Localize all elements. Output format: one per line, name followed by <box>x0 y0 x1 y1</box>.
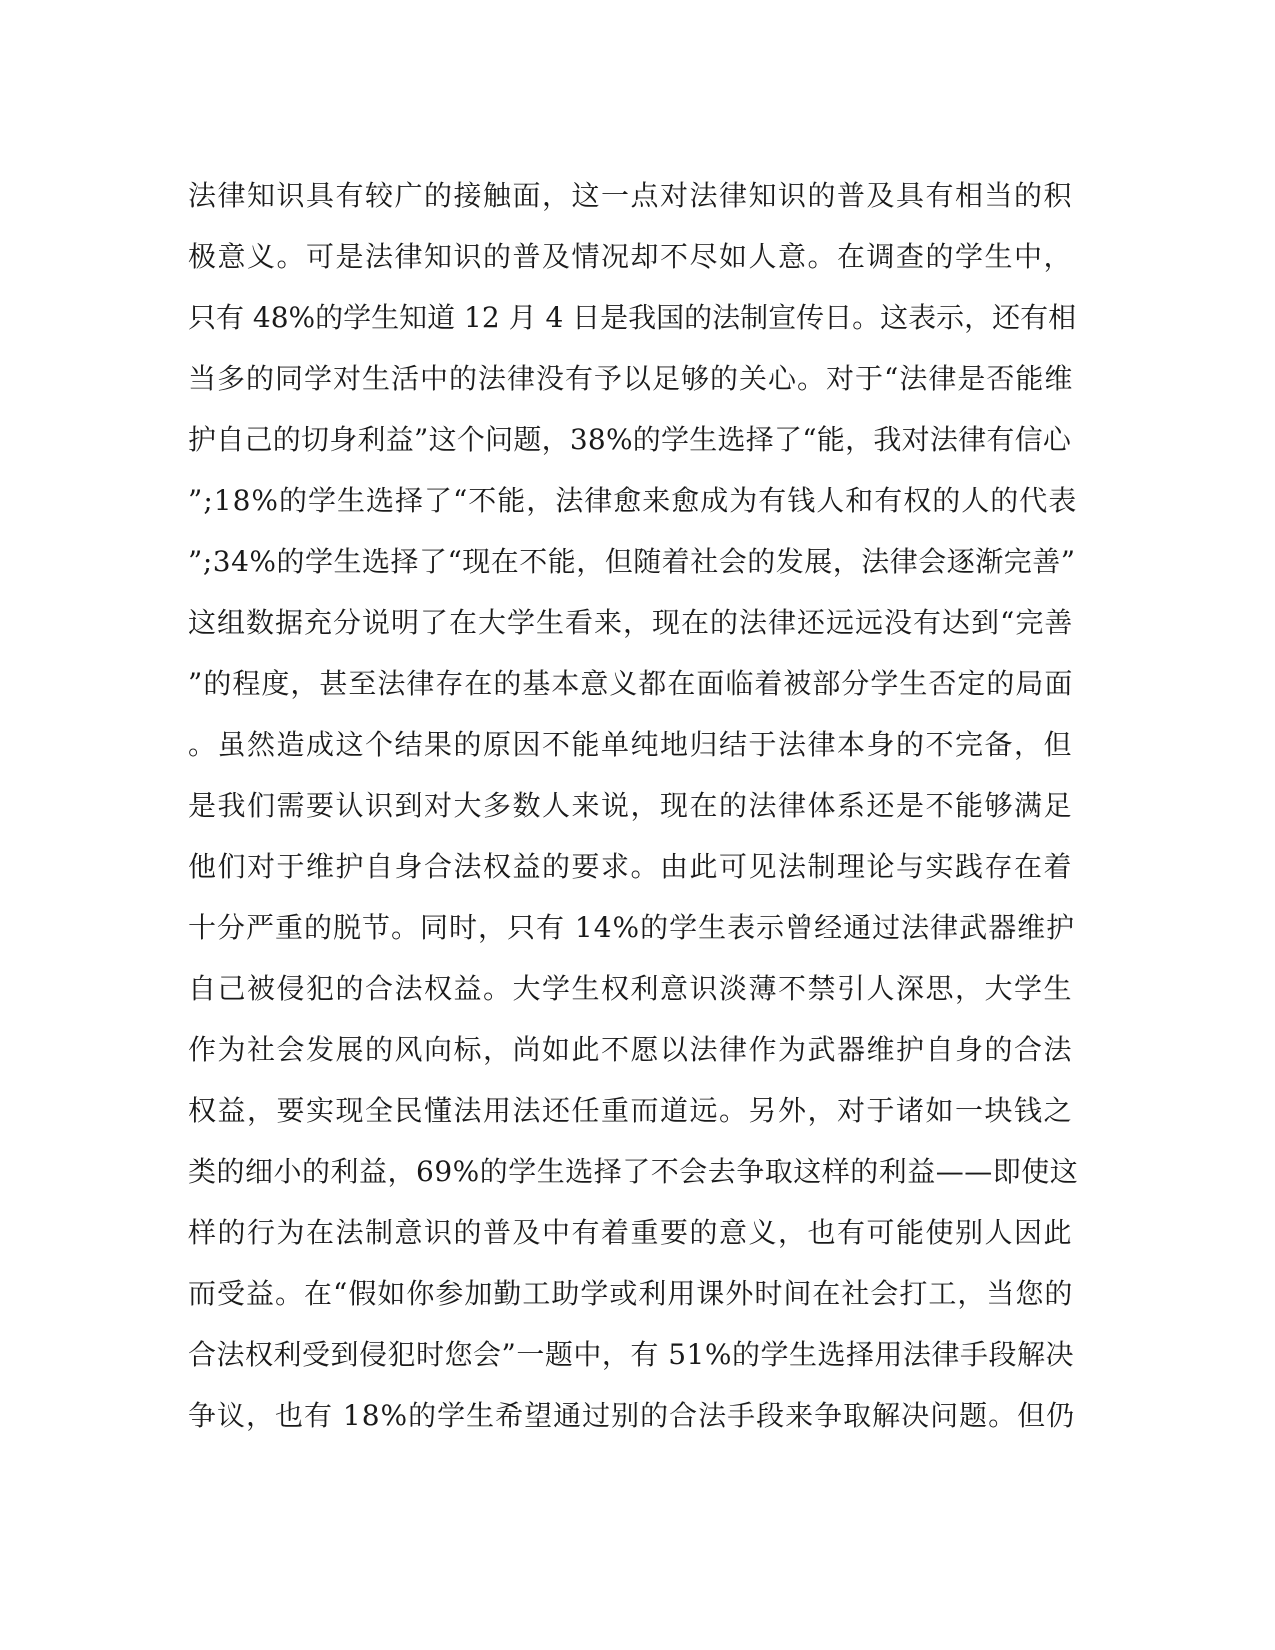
text-line: 是我们需要认识到对大多数人来说，现在的法律体系还是不能够满足 <box>188 789 1074 822</box>
text-line: ”;34%的学生选择了“现在不能，但随着社会的发展，法律会逐渐完善” <box>188 545 1076 578</box>
text-line: 只有 48%的学生知道 12 月 4 日是我国的法制宣传日。这表示，还有相 <box>188 301 1077 334</box>
text-line: 类的细小的利益，69%的学生选择了不会去争取这样的利益——即使这 <box>188 1155 1079 1188</box>
text-line: 争议，也有 18%的学生希望通过别的合法手段来争取解决问题。但仍 <box>188 1399 1076 1432</box>
text-line: 权益，要实现全民懂法用法还任重而道远。另外，对于诸如一块钱之 <box>188 1094 1074 1127</box>
text-line: 极意义。可是法律知识的普及情况却不尽如人意。在调查的学生中， <box>188 240 1074 273</box>
text-line: 合法权利受到侵犯时您会”一题中，有 51%的学生选择用法律手段解决 <box>188 1338 1074 1371</box>
text-line: 而受益。在“假如你参加勤工助学或利用课外时间在社会打工，当您的 <box>188 1277 1074 1310</box>
text-line: 护自己的切身利益”这个问题，38%的学生选择了“能，我对法律有信心 <box>188 423 1072 456</box>
text-line: 自己被侵犯的合法权益。大学生权利意识淡薄不禁引人深思，大学生 <box>188 972 1074 1005</box>
text-line: 这组数据充分说明了在大学生看来，现在的法律还远远没有达到“完善 <box>188 606 1074 639</box>
text-line: ”;18%的学生选择了“不能，法律愈来愈成为有钱人和有权的人的代表 <box>188 484 1078 517</box>
text-line: 作为社会发展的风向标，尚如此不愿以法律作为武器维护自身的合法 <box>188 1033 1074 1066</box>
text-line: 他们对于维护自身合法权益的要求。由此可见法制理论与实践存在着 <box>188 850 1074 883</box>
text-line: 十分严重的脱节。同时，只有 14%的学生表示曾经通过法律武器维护 <box>188 911 1076 944</box>
text-line: 当多的同学对生活中的法律没有予以足够的关心。对于“法律是否能维 <box>188 362 1074 395</box>
body-text <box>188 165 1078 1446</box>
text-line: 。虽然造成这个结果的原因不能单纯地归结于法律本身的不完备，但 <box>188 728 1074 761</box>
text-line: ”的程度，甚至法律存在的基本意义都在面临着被部分学生否定的局面 <box>188 667 1074 700</box>
text-line: 样的行为在法制意识的普及中有着重要的意义，也有可能使别人因此 <box>188 1216 1074 1249</box>
text-line: 法律知识具有较广的接触面，这一点对法律知识的普及具有相当的积 <box>188 179 1074 212</box>
